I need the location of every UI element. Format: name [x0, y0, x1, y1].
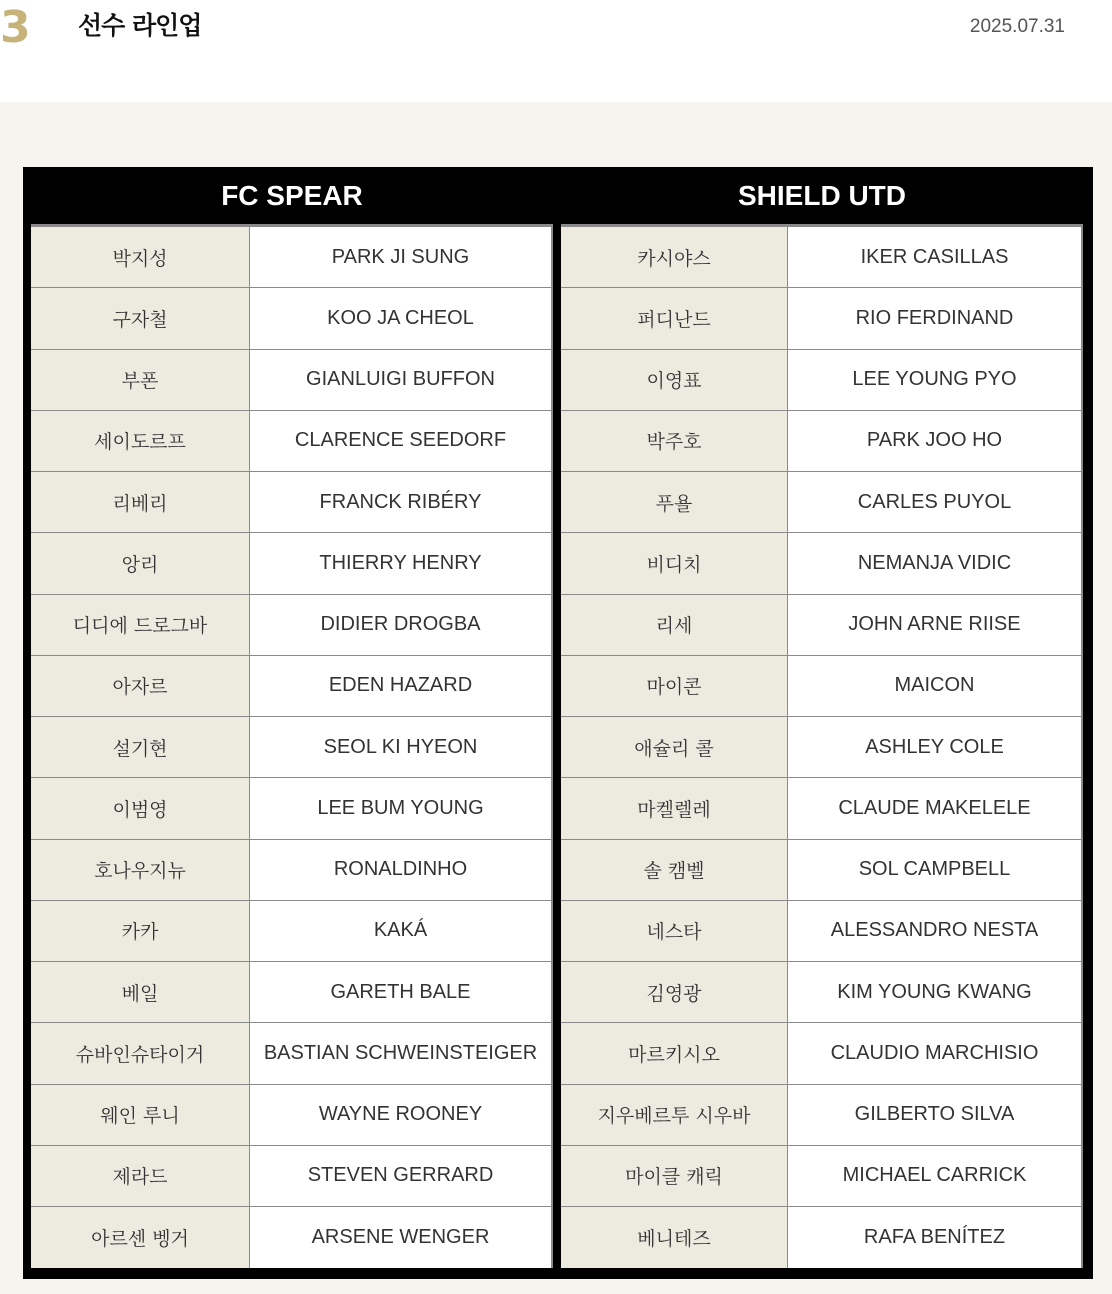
player-name-english: BASTIAN SCHWEINSTEIGER — [250, 1023, 551, 1083]
player-name-english: CARLES PUYOL — [788, 472, 1081, 532]
content-area — [0, 102, 1112, 1294]
player-name-english: PARK JOO HO — [788, 411, 1081, 471]
team-roster — [31, 224, 553, 1268]
player-row — [561, 1207, 1083, 1268]
player-name-english: MICHAEL CARRICK — [788, 1146, 1081, 1206]
player-name-english: LEE YOUNG PYO — [788, 350, 1081, 410]
team-fc-spear — [31, 167, 553, 1268]
player-name-korean: 리세 — [561, 595, 788, 655]
player-row — [31, 962, 553, 1023]
player-row — [561, 472, 1083, 533]
section-header — [0, 0, 1112, 102]
player-row — [31, 1207, 553, 1268]
player-row — [561, 595, 1083, 656]
player-name-korean: 호나우지뉴 — [31, 840, 250, 900]
player-name-english: STEVEN GERRARD — [250, 1146, 551, 1206]
player-row — [31, 1146, 553, 1207]
player-name-korean: 카시야스 — [561, 227, 788, 287]
player-name-korean: 구자철 — [31, 288, 250, 348]
player-row — [31, 1085, 553, 1146]
player-name-english: SEOL KI HYEON — [250, 717, 551, 777]
player-name-english: FRANCK RIBÉRY — [250, 472, 551, 532]
section-title: 선수 라인업 — [78, 11, 202, 40]
player-name-english: ARSENE WENGER — [250, 1207, 551, 1268]
player-name-korean: 설기현 — [31, 717, 250, 777]
player-row — [561, 1085, 1083, 1146]
player-name-korean: 비디치 — [561, 533, 788, 593]
player-name-korean: 마켈렐레 — [561, 778, 788, 838]
player-row — [561, 227, 1083, 288]
player-name-english: IKER CASILLAS — [788, 227, 1081, 287]
player-name-korean: 세이도르프 — [31, 411, 250, 471]
player-name-english: RAFA BENÍTEZ — [788, 1207, 1081, 1268]
player-name-korean: 슈바인슈타이거 — [31, 1023, 250, 1083]
player-name-english: DIDIER DROGBA — [250, 595, 551, 655]
section-date: 2025.07.31 — [969, 16, 1065, 37]
player-row — [31, 472, 553, 533]
player-row — [561, 533, 1083, 594]
player-name-korean: 이영표 — [561, 350, 788, 410]
player-row — [561, 962, 1083, 1023]
player-name-english: PARK JI SUNG — [250, 227, 551, 287]
player-name-english: GIANLUIGI BUFFON — [250, 350, 551, 410]
section-number: 3 — [0, 2, 29, 53]
player-name-english: GILBERTO SILVA — [788, 1085, 1081, 1145]
player-row — [31, 778, 553, 839]
player-name-korean: 퍼디난드 — [561, 288, 788, 348]
player-row — [561, 350, 1083, 411]
player-name-english: KOO JA CHEOL — [250, 288, 551, 348]
team-name: SHIELD UTD — [738, 180, 906, 211]
player-row — [31, 350, 553, 411]
player-name-english: SOL CAMPBELL — [788, 840, 1081, 900]
player-row — [31, 901, 553, 962]
player-name-english: NEMANJA VIDIC — [788, 533, 1081, 593]
player-row — [561, 1023, 1083, 1084]
player-name-english: CLAUDE MAKELELE — [788, 778, 1081, 838]
player-row — [31, 717, 553, 778]
player-name-korean: 베니테즈 — [561, 1207, 788, 1268]
player-name-english: RONALDINHO — [250, 840, 551, 900]
player-row — [31, 656, 553, 717]
player-name-korean: 마이클 캐릭 — [561, 1146, 788, 1206]
player-row — [561, 656, 1083, 717]
player-row — [561, 288, 1083, 349]
player-name-english: ALESSANDRO NESTA — [788, 901, 1081, 961]
player-name-korean: 푸욜 — [561, 472, 788, 532]
player-name-korean: 박지성 — [31, 227, 250, 287]
player-name-korean: 아르센 벵거 — [31, 1207, 250, 1268]
player-name-english: CLARENCE SEEDORF — [250, 411, 551, 471]
player-name-korean: 애슐리 콜 — [561, 717, 788, 777]
player-name-korean: 네스타 — [561, 901, 788, 961]
player-name-english: EDEN HAZARD — [250, 656, 551, 716]
player-name-english: WAYNE ROONEY — [250, 1085, 551, 1145]
player-row — [31, 533, 553, 594]
player-name-korean: 리베리 — [31, 472, 250, 532]
player-row — [561, 778, 1083, 839]
player-name-korean: 김영광 — [561, 962, 788, 1022]
player-name-korean: 마이콘 — [561, 656, 788, 716]
player-name-korean: 웨인 루니 — [31, 1085, 250, 1145]
player-name-english: RIO FERDINAND — [788, 288, 1081, 348]
player-row — [31, 411, 553, 472]
player-name-korean: 제라드 — [31, 1146, 250, 1206]
player-name-english: CLAUDIO MARCHISIO — [788, 1023, 1081, 1083]
player-name-korean: 카카 — [31, 901, 250, 961]
player-name-korean: 디디에 드로그바 — [31, 595, 250, 655]
player-name-english: LEE BUM YOUNG — [250, 778, 551, 838]
player-row — [561, 717, 1083, 778]
player-row — [31, 288, 553, 349]
player-row — [561, 901, 1083, 962]
team-shield-utd — [561, 167, 1083, 1268]
player-name-korean: 솔 캠벨 — [561, 840, 788, 900]
player-name-korean: 아자르 — [31, 656, 250, 716]
player-name-korean: 지우베르투 시우바 — [561, 1085, 788, 1145]
player-name-english: JOHN ARNE RIISE — [788, 595, 1081, 655]
player-name-english: THIERRY HENRY — [250, 533, 551, 593]
player-name-english: MAICON — [788, 656, 1081, 716]
player-row — [561, 411, 1083, 472]
player-row — [31, 227, 553, 288]
player-name-english: KIM YOUNG KWANG — [788, 962, 1081, 1022]
player-name-korean: 부폰 — [31, 350, 250, 410]
player-name-english: GARETH BALE — [250, 962, 551, 1022]
player-name-english: ASHLEY COLE — [788, 717, 1081, 777]
player-name-korean: 마르키시오 — [561, 1023, 788, 1083]
player-row — [31, 840, 553, 901]
player-row — [31, 595, 553, 656]
lineup-table — [23, 167, 1093, 1279]
player-name-korean: 베일 — [31, 962, 250, 1022]
player-row — [561, 1146, 1083, 1207]
player-name-korean: 이범영 — [31, 778, 250, 838]
player-name-korean: 앙리 — [31, 533, 250, 593]
player-row — [561, 840, 1083, 901]
player-name-korean: 박주호 — [561, 411, 788, 471]
team-name: FC SPEAR — [221, 180, 363, 211]
player-row — [31, 1023, 553, 1084]
team-roster — [561, 224, 1083, 1268]
player-name-english: KAKÁ — [250, 901, 551, 961]
